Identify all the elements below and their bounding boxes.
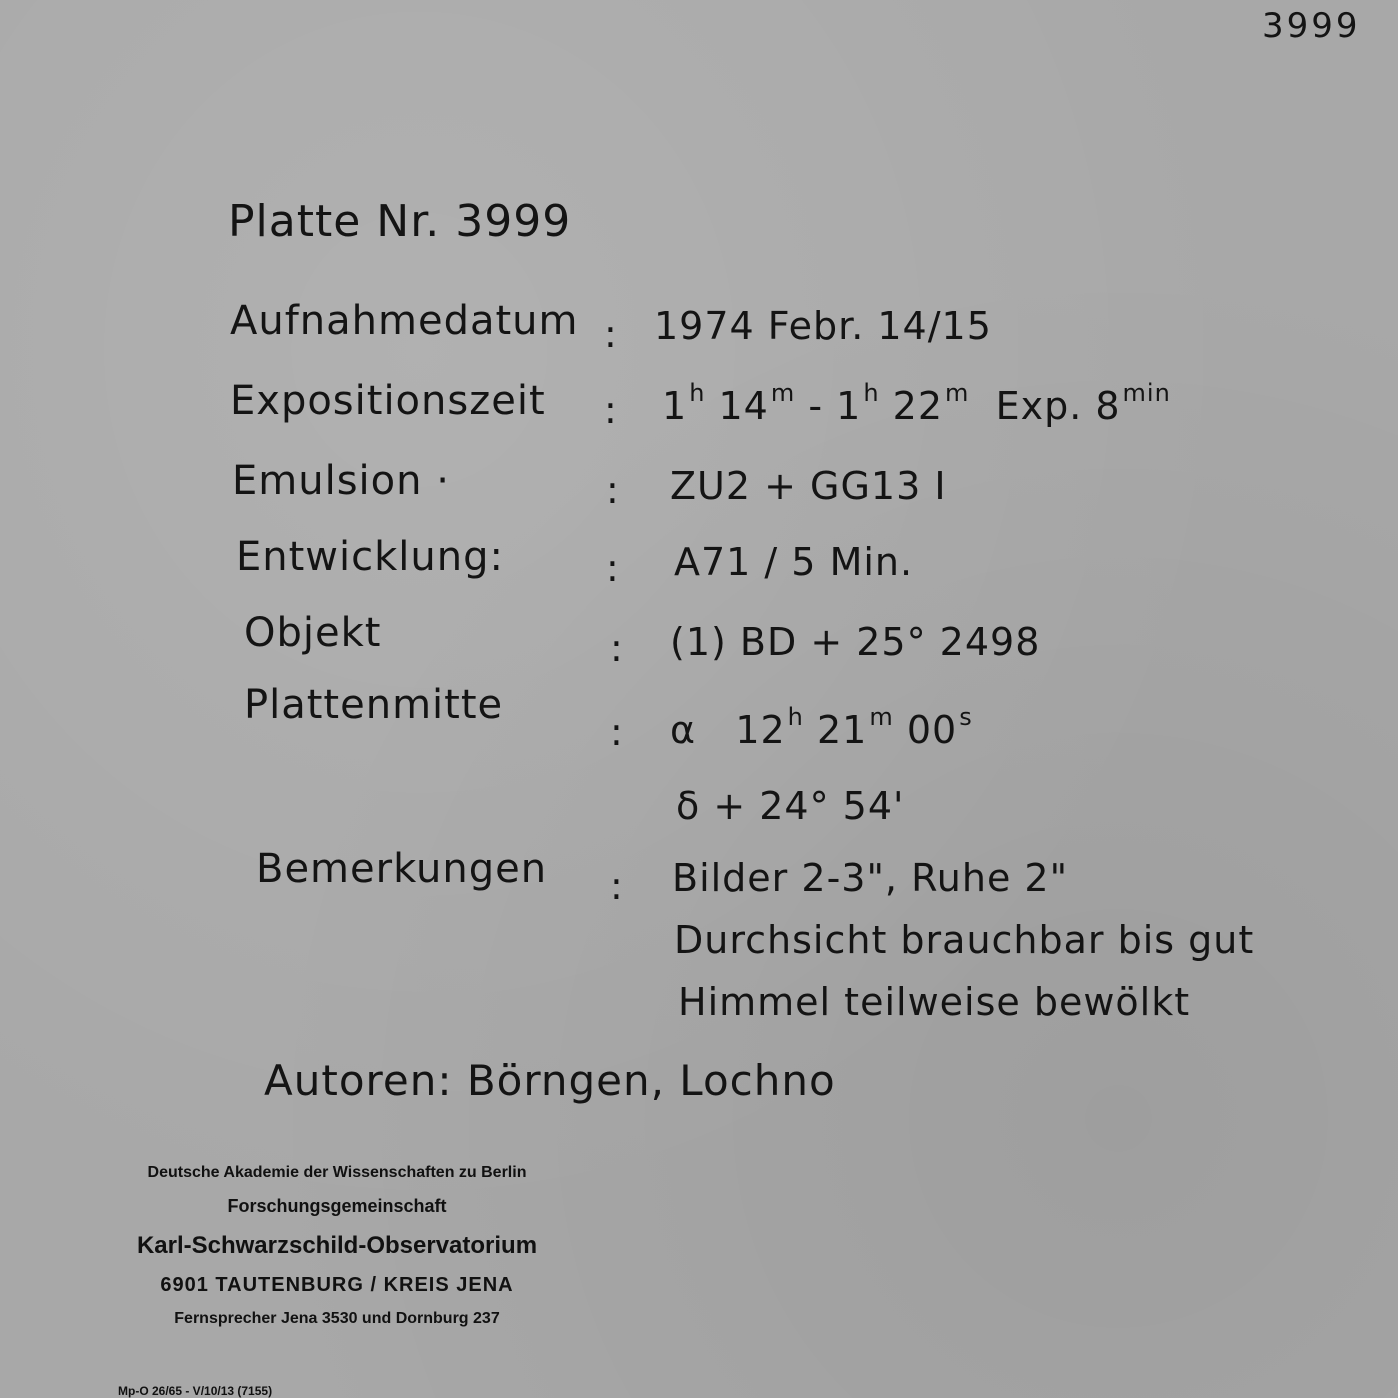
development-label: Entwicklung: (236, 534, 504, 580)
date-value: 1974 Febr. 14/15 (654, 304, 992, 348)
alpha-hours: 12 (735, 708, 786, 752)
stamp-line-address: 6901 TAUTENBURG / KREIS JENA (160, 1274, 514, 1296)
remarks-colon: : (610, 864, 624, 908)
development-colon: : (606, 546, 620, 590)
exposure-dash: - (808, 384, 824, 428)
print-code: Mp-O 26/65 - V/10/13 (7155) (118, 1384, 273, 1398)
exposure-start-m: 14 (718, 384, 769, 428)
alpha-seconds: 00 (906, 708, 958, 752)
alpha-minutes: 21 (816, 708, 868, 752)
object-label: Objekt (244, 610, 382, 656)
exposure-start-h: 1 (662, 384, 688, 428)
exposure-duration-unit: min (1122, 379, 1171, 407)
corner-number: 3999 (1262, 6, 1361, 46)
institution-stamp (132, 1162, 542, 1342)
center-label: Plattenmitte (244, 682, 504, 728)
center-alpha (670, 703, 973, 752)
stamp-line-phone: Fernsprecher Jena 3530 und Dornburg 237 (174, 1310, 500, 1327)
plate-number: Platte Nr. 3999 (228, 196, 572, 247)
center-colon: : (610, 710, 624, 754)
exposure-start-h-unit: h (689, 379, 706, 407)
authors: Autoren: Börngen, Lochno (264, 1056, 836, 1105)
alpha-seconds-unit: s (959, 703, 973, 731)
development-value: A71 / 5 Min. (674, 540, 914, 584)
emulsion-colon: : (606, 468, 620, 512)
exposure-end-m: 22 (892, 384, 944, 428)
exposure-label: Expositionszeit (230, 378, 546, 424)
alpha-hours-unit: h (787, 703, 804, 731)
stamp-line-academy: Deutsche Akademie der Wissenschaften zu Berlin (147, 1164, 527, 1181)
remarks-line-3: Himmel teilweise bewölkt (678, 980, 1191, 1024)
center-delta: δ + 24° 54' (676, 784, 905, 828)
remarks-label: Bemerkungen (256, 846, 548, 892)
object-colon: : (610, 626, 624, 670)
emulsion-value: ZU2 + GG13 I (670, 464, 947, 508)
alpha-minutes-unit: m (869, 703, 894, 731)
emulsion-label: Emulsion · (232, 458, 450, 504)
object-value: (1) BD + 25° 2498 (670, 620, 1041, 664)
alpha-symbol: α (670, 708, 697, 752)
remarks-line-1: Bilder 2-3", Ruhe 2" (672, 856, 1069, 900)
exposure-end-h-unit: h (863, 379, 880, 407)
exposure-colon: : (604, 388, 618, 432)
exposure-duration: Exp. 8 (995, 384, 1121, 428)
exposure-value (662, 379, 1171, 428)
exposure-end-h: 1 (836, 384, 862, 428)
date-label: Aufnahmedatum (230, 298, 579, 344)
exposure-end-m-unit: m (945, 379, 970, 407)
stamp-line-research: Forschungsgemeinschaft (227, 1196, 447, 1216)
date-colon: : (604, 312, 618, 356)
remarks-line-2: Durchsicht brauchbar bis gut (674, 918, 1255, 962)
stamp-line-observatory: Karl-Schwarzschild-Observatorium (136, 1232, 538, 1259)
exposure-start-m-unit: m (770, 379, 796, 407)
